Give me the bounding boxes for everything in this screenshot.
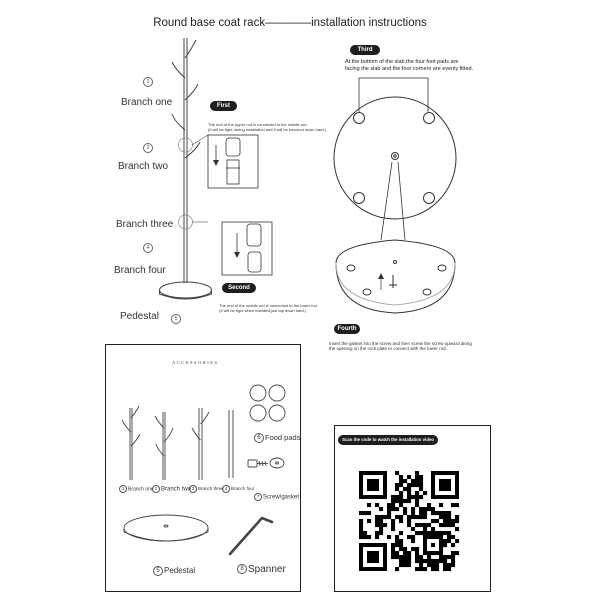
label-branch-two: Branch two (118, 161, 169, 172)
accessories-heading: ACCESSORIES (172, 360, 219, 365)
acc-number-6: 6 (254, 433, 264, 443)
number-2: 2 (143, 143, 153, 153)
acc-number-8: 8 (237, 564, 247, 574)
step-third-badge: Third (350, 45, 380, 55)
acc-spanner (237, 564, 286, 575)
step-first-text-line2: (It will be tight during installation and it will be knocked down hard.) (208, 127, 327, 132)
acc-number-1: 1 (119, 485, 127, 493)
acc-number-3: 3 (189, 485, 197, 493)
acc-branch-one-text: Branch one (128, 486, 154, 493)
acc-branch-two (152, 485, 191, 493)
qr-code[interactable] (359, 471, 459, 571)
label-pedestal: Pedestal (120, 311, 159, 322)
acc-number-7: 7 (254, 493, 262, 501)
step-second-badge: Second (222, 283, 256, 293)
acc-number-2: 2 (152, 485, 160, 493)
step-third-text-line1: At the bottom of the slab,the four foot pads are (345, 59, 459, 65)
acc-branch-two-text: Branch two (161, 486, 192, 493)
label-branch-one: Branch one (121, 97, 173, 108)
page-title: Round base coat rack————installation instructions (153, 17, 427, 29)
acc-number-4: 4 (222, 485, 230, 493)
number-4: 4 (143, 243, 153, 253)
acc-branch-four (222, 485, 254, 493)
step-fourth-text-line2: the opening on the rock plate to connect with the lower rod. (329, 346, 447, 351)
step-second-text-line1: The end of the middle rod is connected to the lower rod (219, 303, 317, 308)
acc-pedestal-text: Pedestal (164, 566, 196, 576)
acc-screw-gasket-text: Screw/gasket (263, 494, 300, 501)
acc-number-5: 5 (153, 566, 163, 576)
acc-branch-three (189, 485, 224, 493)
acc-food-pads-text: Food pads (265, 433, 301, 442)
number-5: 5 (171, 314, 181, 324)
acc-branch-three-text: Branch three (198, 486, 224, 492)
step-fourth-badge: Fourth (334, 324, 360, 334)
acc-screw-gasket (254, 493, 299, 501)
step-third-text-line2: facing the slab and the four corners are evenly fitted. (345, 65, 474, 72)
step-fourth-text-line1: Insert the gasket into the screw and then screw the screw upward along (329, 341, 472, 346)
acc-pedestal (153, 566, 195, 576)
step-first-text-line1: The end of the upper rod is connected to the middle rod. (208, 122, 308, 127)
acc-branch-four-text: Branch four (231, 486, 255, 492)
label-branch-three: Branch three (116, 219, 174, 230)
acc-food-pads (254, 433, 300, 443)
acc-spanner-text: Spanner (248, 564, 286, 575)
acc-branch-one (119, 485, 154, 493)
step-second-text-line2: (It will be tight when installed,just tap down hard.) (219, 308, 307, 313)
number-1: 1 (143, 77, 153, 87)
label-branch-four: Branch four (114, 265, 166, 276)
qr-caption: Scan the code to watch the installation video (338, 435, 438, 445)
step-first-badge: First (210, 101, 237, 111)
